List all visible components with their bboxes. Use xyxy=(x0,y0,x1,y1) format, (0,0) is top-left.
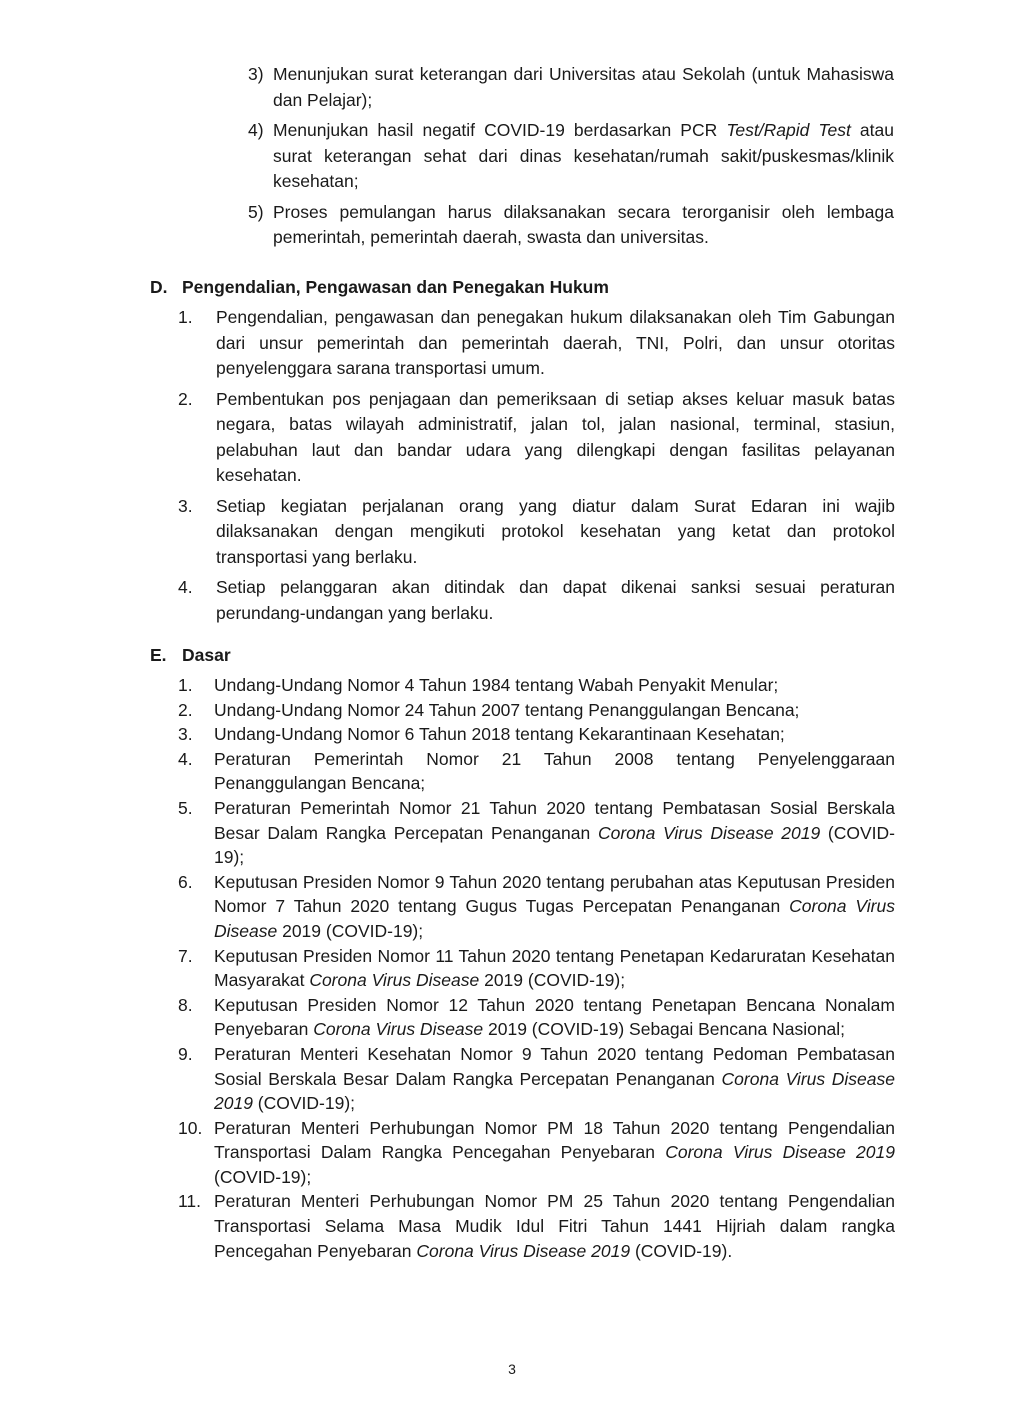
italic-run: Corona Virus Disease 2019 xyxy=(214,1068,895,1114)
section-e-list xyxy=(178,673,895,1263)
sublist-number: 5) xyxy=(248,201,264,222)
item-text: Pembentukan pos penjagaan dan pemeriksaan di setiap akses keluar masuk batas negara, batas wilayah administratif, jalan tol, jalan nasional, terminal, stasiun, pelabuhan laut dan bandar udara yang dilengkapi dengan fasilitas pelayanan kesehatan. xyxy=(216,388,895,485)
item-text: Pengendalian, pengawasan dan penegakan hukum dilaksanakan oleh Tim Gabungan dari unsur pemerintah dan pemerintah daerah, TNI, Polri, dan unsur otoritas penyelenggara sarana transportasi umum. xyxy=(216,307,895,378)
list-item xyxy=(178,1116,895,1190)
item-number: 7. xyxy=(178,945,193,966)
text-run: Peraturan Pemerintah Nomor 21 Tahun 2008 tentang Penyelenggaraan Penanggulangan Bencana; xyxy=(214,748,895,794)
list-item xyxy=(178,1042,895,1116)
text-run: Keputusan Presiden Nomor 11 Tahun 2020 tentang Penetapan Kedaruratan Kesehatan Masyarakat xyxy=(214,945,895,991)
item-number: 6. xyxy=(178,871,193,892)
sublist-text: Proses pemulangan harus dilaksanakan secara terorganisir oleh lembaga pemerintah, pemerintah daerah, swasta dan universitas. xyxy=(273,201,894,247)
text-run: (COVID-19); xyxy=(214,822,895,868)
section-d xyxy=(150,274,895,631)
text-run: Undang-Undang Nomor 6 Tahun 2018 tentang Kekarantinaan Kesehatan; xyxy=(214,724,785,745)
text-run: Peraturan Menteri Kesehatan Nomor 9 Tahun 2020 tentang Pedoman Pembatasan Sosial Berskala Besar Dalam Rangka Percepatan Penanganan xyxy=(214,1043,895,1089)
section-title: Pengendalian, Pengawasan dan Penegakan Hukum xyxy=(182,277,609,297)
item-text xyxy=(214,944,895,993)
italic-run: Corona Virus Disease xyxy=(313,1019,484,1040)
item-number: 9. xyxy=(178,1043,193,1064)
item-text: Setiap kegiatan perjalanan orang yang diatur dalam Surat Edaran ini wajib dilaksanakan dengan mengikuti protokol kesehatan yang ketat dan protokol transportasi yang berlaku. xyxy=(216,495,895,567)
item-number: 10. xyxy=(178,1117,203,1138)
text-run: Undang-Undang Nomor 24 Tahun 2007 tentang Penanggulangan Bencana; xyxy=(214,699,800,720)
text-run: Keputusan Presiden Nomor 12 Tahun 2020 tentang Penetapan Bencana Nonalam Penyebaran xyxy=(214,994,895,1040)
section-d-list xyxy=(178,305,895,626)
item-text xyxy=(214,993,895,1042)
list-item xyxy=(178,494,895,571)
italic-run: Corona Virus Disease 2019 xyxy=(665,1142,895,1163)
italic-run: Corona Virus Disease 2019 xyxy=(416,1240,631,1261)
text-run: 2019 (COVID-19); xyxy=(479,970,626,991)
item-number: 1. xyxy=(178,307,193,327)
sublist-text xyxy=(273,118,894,195)
item-number: 3. xyxy=(178,495,193,516)
continued-sublist xyxy=(248,62,894,256)
list-item xyxy=(178,722,895,747)
list-item xyxy=(178,575,895,626)
list-item xyxy=(178,747,895,796)
list-item xyxy=(178,387,895,489)
text-run: Undang-Undang Nomor 4 Tahun 1984 tentang Wabah Penyakit Menular; xyxy=(214,675,779,695)
item-number: 2. xyxy=(178,699,193,720)
sublist-text: Menunjukan surat keterangan dari Universitas atau Sekolah (untuk Mahasiswa dan Pelajar); xyxy=(273,64,894,110)
item-text xyxy=(214,1116,895,1190)
text-run: (COVID-19); xyxy=(252,1093,356,1114)
section-title: Dasar xyxy=(182,645,231,665)
text-run: Peraturan Menteri Perhubungan Nomor PM 18 Tahun 2020 tentang Pengendalian Transportasi Dalam Rangka Pencegahan Penyebaran xyxy=(214,1117,895,1163)
item-number: 8. xyxy=(178,994,193,1015)
text-run: Peraturan Pemerintah Nomor 21 Tahun 2020 tentang Pembatasan Sosial Berskala Besar Dalam Rangka Percepatan Penanganan xyxy=(214,797,895,843)
text-run: 2019 (COVID-19); xyxy=(277,920,424,941)
item-number: 5. xyxy=(178,797,193,818)
item-text xyxy=(214,673,895,698)
section-heading xyxy=(150,642,895,668)
item-text xyxy=(214,796,895,870)
sublist-number: 4) xyxy=(248,120,264,140)
item-text xyxy=(214,870,895,944)
section-letter: E. xyxy=(150,645,167,665)
list-item xyxy=(178,673,895,698)
italic-run: Corona Virus Disease xyxy=(214,896,895,941)
text-run: Peraturan Menteri Perhubungan Nomor PM 25 Tahun 2020 tentang Pengendalian Transportasi Selama Masa Mudik Idul Fitri Tahun 1441 Hijriah dalam rangka Pencegahan Penyebaran xyxy=(214,1191,895,1261)
list-item xyxy=(178,870,895,944)
text-run: Menunjukan hasil negatif COVID-19 berdasarkan PCR xyxy=(273,120,727,140)
italic-run: Test/Rapid Test xyxy=(726,120,851,140)
item-number: 3. xyxy=(178,724,193,745)
page-number: 3 xyxy=(508,1361,516,1377)
text-run: atau surat keterangan sehat dari dinas kesehatan/rumah sakit/puskesmas/klinik kesehatan; xyxy=(273,120,894,191)
item-text xyxy=(214,747,895,796)
item-number: 1. xyxy=(178,675,193,695)
sublist-item xyxy=(248,200,894,251)
section-letter: D. xyxy=(150,277,168,297)
item-text xyxy=(214,1042,895,1116)
italic-run: Corona Virus Disease 2019 xyxy=(597,822,821,843)
text-run: (COVID-19); xyxy=(214,1166,312,1187)
sublist-number: 3) xyxy=(248,64,264,84)
item-number: 4. xyxy=(178,577,193,597)
list-item xyxy=(178,796,895,870)
item-text: Setiap pelanggaran akan ditindak dan dapat dikenai sanksi sesuai peraturan perundang-undangan yang berlaku. xyxy=(216,577,895,623)
text-run: 2019 (COVID-19) Sebagai Bencana Nasional; xyxy=(483,1019,846,1040)
section-heading xyxy=(150,274,895,300)
item-number: 11. xyxy=(178,1191,202,1212)
item-number: 4. xyxy=(178,748,193,769)
item-text xyxy=(214,722,895,747)
item-number: 2. xyxy=(178,388,193,409)
list-item xyxy=(178,993,895,1042)
list-item xyxy=(178,944,895,993)
list-item xyxy=(178,1189,895,1263)
item-text xyxy=(214,698,895,723)
italic-run: Corona Virus Disease xyxy=(309,970,480,991)
item-text xyxy=(214,1189,895,1263)
text-run: (COVID-19). xyxy=(630,1240,733,1261)
section-e xyxy=(150,642,895,1263)
list-item xyxy=(178,698,895,723)
list-item xyxy=(178,305,895,382)
sublist-item xyxy=(248,118,894,195)
text-run: Keputusan Presiden Nomor 9 Tahun 2020 tentang perubahan atas Keputusan Presiden Nomor 7 Tahun 2020 tentang Gugus Tugas Percepatan Penanganan xyxy=(214,871,895,917)
sublist-item xyxy=(248,62,894,113)
